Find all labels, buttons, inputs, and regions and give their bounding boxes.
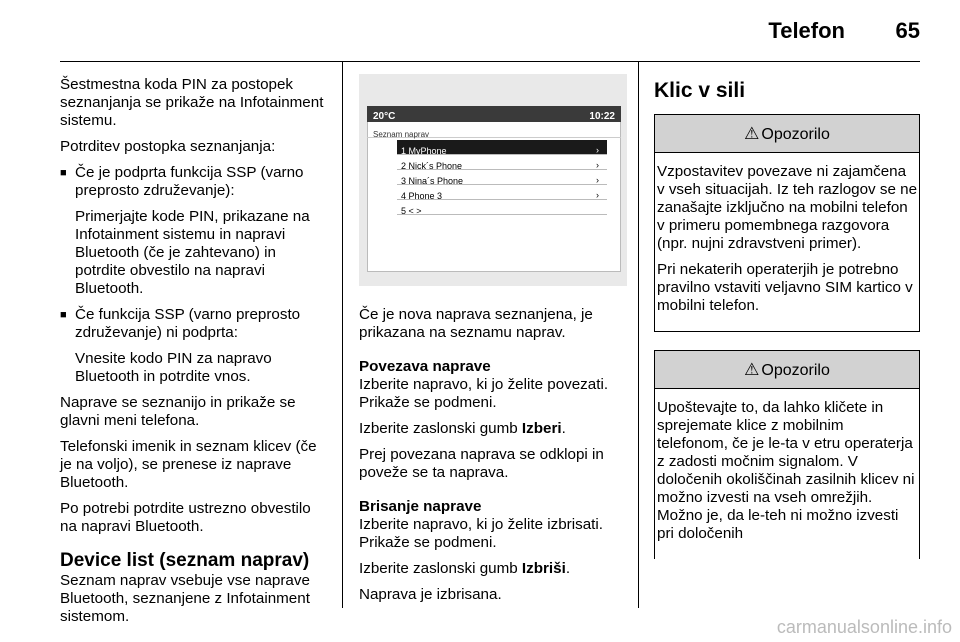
bullet-text: ■ Če funkcija SSP (varno preprosto združevanje) ni podprta: bbox=[75, 306, 301, 341]
device-list-screenshot bbox=[359, 74, 627, 286]
column-divider bbox=[342, 62, 343, 608]
section-heading: Device list (seznam naprav) bbox=[60, 550, 310, 571]
page-title: Telefon bbox=[768, 18, 845, 43]
device-label: 1 MyPhone bbox=[401, 146, 447, 156]
column-divider bbox=[638, 62, 639, 608]
column-right bbox=[654, 62, 920, 559]
warning-title: Opozorilo bbox=[761, 126, 830, 143]
device-list-item[interactable] bbox=[397, 170, 607, 185]
paragraph: Izberite napravo, ki jo želite izbrisati. Prikaže se podmeni. bbox=[359, 516, 603, 551]
paragraph: Upoštevajte to, da lahko kličete in sprejemate klice z mobilnim telefonom, če je le-ta v etru operaterja z zadosti močnim signalom. V določenih okoliščinah zasilnih klicev ni možno izvesti na vseh omrežjih. Možno je, da le-teh ni možno izvesti pri določenih bbox=[657, 399, 915, 542]
paragraph: Pri nekaterih operaterjih je potrebno pravilno vstaviti veljavno SIM kartico v mobilni telefon. bbox=[657, 261, 913, 314]
paragraph: Izberite zaslonski gumb Izbriši. bbox=[359, 560, 571, 577]
subheading: Povezava naprave bbox=[359, 358, 491, 375]
warning-triangle-icon: ⚠ bbox=[744, 124, 760, 143]
paragraph: Seznam naprav vsebuje vse naprave Bluetooth, seznanjene z Infotainment sistemom. bbox=[60, 572, 310, 625]
bullet-item bbox=[60, 306, 325, 386]
watermark: carmanualsonline.info bbox=[776, 617, 952, 637]
screen-temperature: 20°C bbox=[373, 111, 396, 122]
bullet-subtext: Primerjajte kode PIN, prikazane na Infotainment sistemu in napravi Bluetooth (če je zahtevano) in potrdite obvestilo na napravi Bluetooth. bbox=[75, 208, 310, 297]
warning-title: Opozorilo bbox=[761, 362, 830, 379]
paragraph: Naprava je izbrisana. bbox=[359, 586, 502, 603]
warning-box bbox=[654, 114, 920, 332]
warning-body bbox=[655, 153, 919, 331]
paragraph: Naprave se seznanijo in prikaže se glavni meni telefona. bbox=[60, 394, 296, 429]
chevron-right-icon: › bbox=[596, 175, 599, 185]
column-middle bbox=[359, 62, 627, 612]
device-list-item[interactable] bbox=[397, 140, 607, 155]
button-name: Izberi bbox=[521, 420, 562, 437]
paragraph: Telefonski imenik in seznam klicev (če je na voljo), se prenese iz naprave Bluetooth. bbox=[60, 438, 317, 491]
paragraph: Po potrebi potrdite ustrezno obvestilo na napravi Bluetooth. bbox=[60, 500, 311, 535]
device-label: 3 Nina´s Phone bbox=[401, 176, 464, 186]
warning-triangle-icon: ⚠ bbox=[744, 360, 760, 379]
bullet-subtext: Vnesite kodo PIN za napravo Bluetooth in potrdite vnos. bbox=[75, 350, 272, 385]
device-list-item[interactable] bbox=[397, 155, 607, 170]
bullet-text: ■ Če je podprta funkcija SSP (varno preprosto združevanje): bbox=[75, 164, 304, 199]
column-left bbox=[60, 62, 325, 634]
bullet-item bbox=[60, 164, 325, 298]
paragraph: Vzpostavitev povezave ni zajamčena v vseh situacijah. Iz teh razlogov se ne zanašajte izključno na mobilni telefon v primeru pomembnega razgovora (npr. nujni zdravstveni primer). bbox=[657, 163, 918, 252]
chevron-right-icon: › bbox=[596, 190, 599, 200]
paragraph: Šestmestna koda PIN za postopek seznanjanja se prikaže na Infotainment sistemu. bbox=[60, 76, 324, 129]
warning-header bbox=[655, 351, 919, 389]
screen-subtitle: Seznam naprav bbox=[367, 122, 621, 138]
device-list-item[interactable] bbox=[397, 185, 607, 200]
device-label: 4 Phone 3 bbox=[401, 191, 443, 201]
chevron-right-icon: › bbox=[596, 160, 599, 170]
screen-device-list bbox=[397, 140, 607, 215]
paragraph: Prej povezana naprava se odklopi in poveže se ta naprava. bbox=[359, 446, 604, 481]
paragraph: Izberite napravo, ki jo želite povezati. Prikaže se podmeni. bbox=[359, 376, 609, 411]
device-label: 2 Nick´s Phone bbox=[401, 161, 463, 171]
page-number: 65 bbox=[895, 18, 920, 43]
subheading: Brisanje naprave bbox=[359, 498, 482, 515]
page-header bbox=[60, 0, 920, 62]
device-label: 5 < > bbox=[401, 206, 422, 216]
warning-body bbox=[655, 389, 919, 559]
screen-status-bar bbox=[367, 106, 621, 122]
paragraph: Če je nova naprava seznanjena, je prikazana na seznamu naprav. bbox=[359, 306, 593, 341]
section-heading: Klic v sili bbox=[654, 79, 746, 102]
chevron-right-icon: › bbox=[596, 145, 599, 155]
device-list-item[interactable] bbox=[397, 200, 607, 215]
button-name: Izbriši bbox=[521, 560, 566, 577]
screen-clock: 10:22 bbox=[589, 111, 615, 122]
warning-box bbox=[654, 350, 920, 559]
paragraph: Potrditev postopka seznanjanja: bbox=[60, 138, 276, 155]
paragraph: Izberite zaslonski gumb Izberi. bbox=[359, 420, 566, 437]
warning-header bbox=[655, 115, 919, 153]
